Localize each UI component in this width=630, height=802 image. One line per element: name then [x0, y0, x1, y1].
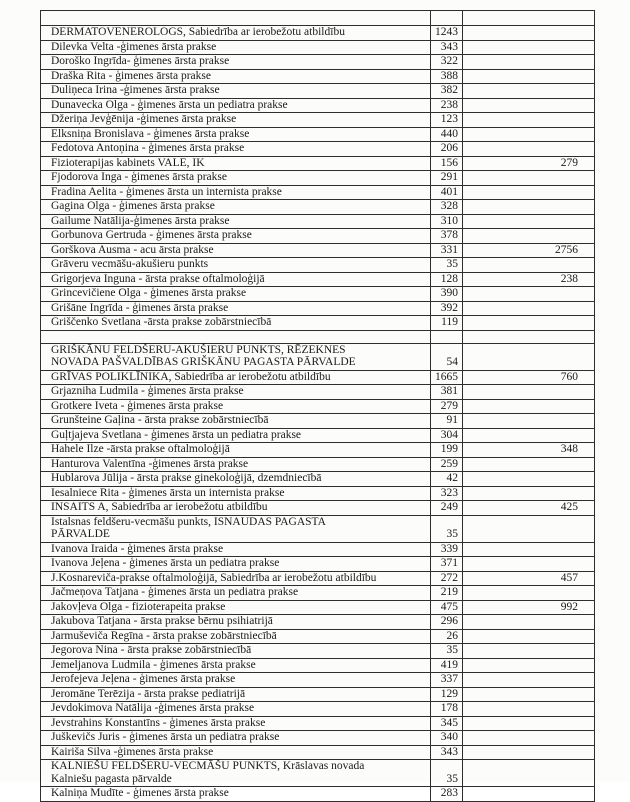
table-row	[41, 330, 595, 343]
secondary-count-cell	[463, 258, 595, 273]
count-cell: 339	[431, 542, 463, 557]
practice-name-cell: Elksniņa Bronislava - ģimenes ārsta prakse	[41, 127, 431, 142]
table-row	[41, 214, 595, 229]
practice-name-cell: Jeromāne Terēzija - ārsta prakse pediatrijā	[41, 687, 431, 702]
practice-name-cell: Dilevka Velta -ģimenes ārsta prakse	[41, 40, 431, 55]
table-row	[41, 629, 595, 644]
secondary-count-cell	[463, 84, 595, 99]
table-row	[41, 343, 595, 370]
secondary-count-cell	[463, 414, 595, 429]
table-row	[41, 702, 595, 717]
table-row	[41, 501, 595, 516]
secondary-count-cell	[463, 287, 595, 302]
count-cell: 206	[431, 142, 463, 157]
secondary-count-cell: 2756	[463, 243, 595, 258]
count-cell: 371	[431, 557, 463, 572]
count-cell: 337	[431, 673, 463, 688]
practice-name-cell: Kairiša Silva -ģimenes ārsta prakse	[41, 745, 431, 760]
practice-name-cell: KALNIEŠU FELDŠERU-VECMĀŠU PUNKTS, Krāslavas novada Kalniešu pagasta pārvalde	[41, 760, 431, 787]
table-row	[41, 586, 595, 601]
secondary-count-cell	[463, 399, 595, 414]
secondary-count-cell	[463, 113, 595, 128]
table-row	[41, 243, 595, 258]
secondary-count-cell	[463, 301, 595, 316]
count-cell: 35	[431, 258, 463, 273]
count-cell: 54	[431, 343, 463, 370]
table-row	[41, 229, 595, 244]
practice-name-cell: Iesalniece Rita - ģimenes ārsta un internista prakse	[41, 486, 431, 501]
count-cell	[431, 330, 463, 343]
secondary-count-cell	[463, 11, 595, 26]
practice-name-cell: Jemeljanova Ludmila - ģimenes ārsta prakse	[41, 658, 431, 673]
count-cell: 35	[431, 760, 463, 787]
table-row	[41, 84, 595, 99]
table-row	[41, 644, 595, 659]
secondary-count-cell	[463, 629, 595, 644]
secondary-count-cell	[463, 515, 595, 542]
practice-name-cell: Grunšteine Gaļina - ārsta prakse zobārstniecībā	[41, 414, 431, 429]
table-row	[41, 428, 595, 443]
count-cell: 323	[431, 486, 463, 501]
practice-name-cell: Grigorjeva Inguna - ārsta prakse oftalmoloģijā	[41, 272, 431, 287]
practice-name-cell: Džeriņa Jevģēnija -ģimenes ārsta prakse	[41, 113, 431, 128]
practice-name-cell: Jačmeņova Tatjana - ģimenes ārsta un pediatra prakse	[41, 586, 431, 601]
practice-name-cell: Grāveru vecmāšu-akušieru punkts	[41, 258, 431, 273]
count-cell: 331	[431, 243, 463, 258]
medical-practices-table	[40, 10, 595, 802]
count-cell: 378	[431, 229, 463, 244]
table-row	[41, 457, 595, 472]
secondary-count-cell	[463, 171, 595, 186]
secondary-count-cell	[463, 40, 595, 55]
secondary-count-cell	[463, 55, 595, 70]
table-row	[41, 200, 595, 215]
practice-name-cell	[41, 11, 431, 26]
table-row	[41, 185, 595, 200]
count-cell: 322	[431, 55, 463, 70]
practice-name-cell: Doroško Ingrīda- ģimenes ārsta prakse	[41, 55, 431, 70]
practice-name-cell: Ivanova Iraida - ģimenes ārsta prakse	[41, 542, 431, 557]
practice-name-cell: Jarmuševiča Regīna - ārsta prakse zobārstniecībā	[41, 629, 431, 644]
secondary-count-cell: 279	[463, 156, 595, 171]
secondary-count-cell	[463, 702, 595, 717]
secondary-count-cell	[463, 200, 595, 215]
count-cell: 475	[431, 600, 463, 615]
practice-name-cell: Gorškova Ausma - acu ārsta prakse	[41, 243, 431, 258]
secondary-count-cell	[463, 542, 595, 557]
secondary-count-cell	[463, 316, 595, 331]
table-row	[41, 258, 595, 273]
count-cell: 1243	[431, 26, 463, 41]
table-row	[41, 515, 595, 542]
count-cell: 381	[431, 385, 463, 400]
count-cell: 123	[431, 113, 463, 128]
count-cell: 392	[431, 301, 463, 316]
practice-name-cell: Jakubova Tatjana - ārsta prakse bērnu psihiatrijā	[41, 615, 431, 630]
table-row	[41, 113, 595, 128]
count-cell: 35	[431, 515, 463, 542]
count-cell: 382	[431, 84, 463, 99]
secondary-count-cell	[463, 343, 595, 370]
count-cell: 345	[431, 716, 463, 731]
practice-name-cell: Fizioterapijas kabinets VALE, IK	[41, 156, 431, 171]
practice-name-cell: Istalsnas feldšeru-vecmāšu punkts, ISNAUDAS PAGASTA PĀRVALDE	[41, 515, 431, 542]
count-cell: 343	[431, 745, 463, 760]
secondary-count-cell: 238	[463, 272, 595, 287]
practice-name-cell: Draška Rita - ģimenes ārsta prakse	[41, 69, 431, 84]
table-row	[41, 40, 595, 55]
secondary-count-cell: 992	[463, 600, 595, 615]
count-cell: 272	[431, 571, 463, 586]
practice-name-cell: Fedotova Antoņina - ģimenes ārsta prakse	[41, 142, 431, 157]
secondary-count-cell	[463, 142, 595, 157]
secondary-count-cell	[463, 214, 595, 229]
secondary-count-cell: 425	[463, 501, 595, 516]
count-cell: 178	[431, 702, 463, 717]
table-row	[41, 11, 595, 26]
table-row	[41, 571, 595, 586]
table-row	[41, 557, 595, 572]
practice-name-cell: Juškevičs Juris - ģimenes ārsta un pediatra prakse	[41, 731, 431, 746]
secondary-count-cell	[463, 687, 595, 702]
count-cell: 388	[431, 69, 463, 84]
practice-name-cell: Kalniņa Mudīte - ģimenes ārsta prakse	[41, 787, 431, 802]
secondary-count-cell	[463, 716, 595, 731]
table-row	[41, 127, 595, 142]
count-cell: 328	[431, 200, 463, 215]
practice-name-cell: Duliņeca Irina -ģimenes ārsta prakse	[41, 84, 431, 99]
secondary-count-cell	[463, 26, 595, 41]
count-cell: 291	[431, 171, 463, 186]
count-cell: 238	[431, 98, 463, 113]
practice-name-cell: Fradina Aelita - ģimenes ārsta un internista prakse	[41, 185, 431, 200]
practice-name-cell: INSAITS A, Sabiedrība ar ierobežotu atbildību	[41, 501, 431, 516]
table-body	[41, 11, 595, 802]
table-row	[41, 542, 595, 557]
table-row	[41, 787, 595, 802]
table-row	[41, 385, 595, 400]
secondary-count-cell	[463, 731, 595, 746]
practice-name-cell: Gorbunova Gertruda - ģimenes ārsta prakse	[41, 229, 431, 244]
practice-name-cell: Jerofejeva Jeļena - ģimenes ārsta prakse	[41, 673, 431, 688]
practice-name-cell: DERMATOVENEROLOGS, Sabiedrība ar ierobežotu atbildību	[41, 26, 431, 41]
secondary-count-cell	[463, 586, 595, 601]
count-cell: 419	[431, 658, 463, 673]
count-cell: 296	[431, 615, 463, 630]
practice-name-cell: Gagina Olga - ģimenes ārsta prakse	[41, 200, 431, 215]
count-cell: 199	[431, 443, 463, 458]
table-row	[41, 486, 595, 501]
count-cell: 343	[431, 40, 463, 55]
count-cell: 129	[431, 687, 463, 702]
secondary-count-cell: 760	[463, 370, 595, 385]
practice-name-cell: GRIŠKĀNU FELDŠERU-AKUŠIERU PUNKTS, RĒZEKNES NOVADA PAŠVALDĪBAS GRIŠKĀNU PAGASTA PĀRVALDE	[41, 343, 431, 370]
secondary-count-cell	[463, 127, 595, 142]
table-row	[41, 414, 595, 429]
practice-name-cell: Grišāne Ingrīda - ģimenes ārsta prakse	[41, 301, 431, 316]
table-row	[41, 673, 595, 688]
count-cell: 283	[431, 787, 463, 802]
table-row	[41, 142, 595, 157]
practice-name-cell: Hublarova Jūlija - ārsta prakse ginekoloģijā, dzemdniecībā	[41, 472, 431, 487]
count-cell: 390	[431, 287, 463, 302]
table-row	[41, 615, 595, 630]
table-row	[41, 301, 595, 316]
practice-name-cell: Hanturova Valentīna -ģimenes ārsta prakse	[41, 457, 431, 472]
secondary-count-cell	[463, 472, 595, 487]
table-row	[41, 716, 595, 731]
practice-name-cell: Griščenko Svetlana -ārsta prakse zobārstniecībā	[41, 316, 431, 331]
table-row	[41, 443, 595, 458]
table-row	[41, 272, 595, 287]
practice-name-cell: GRĪVAS POLIKLĪNIKA, Sabiedrība ar ierobežotu atbildību	[41, 370, 431, 385]
table-row	[41, 171, 595, 186]
table-row	[41, 745, 595, 760]
practice-name-cell: Jevdokimova Natālija -ģimenes ārsta prakse	[41, 702, 431, 717]
practice-name-cell: J.Kosnareviča-prakse oftalmoloģijā, Sabiedrība ar ierobežotu atbildību	[41, 571, 431, 586]
table-row	[41, 760, 595, 787]
practice-name-cell: Gailume Natālija-ģimenes ārsta prakse	[41, 214, 431, 229]
count-cell: 219	[431, 586, 463, 601]
practice-name-cell	[41, 330, 431, 343]
practice-name-cell: Grotkere Iveta - ģimenes ārsta prakse	[41, 399, 431, 414]
count-cell: 340	[431, 731, 463, 746]
practice-name-cell: Ivanova Jeļena - ģimenes ārsta un pediatra prakse	[41, 557, 431, 572]
secondary-count-cell: 457	[463, 571, 595, 586]
secondary-count-cell	[463, 185, 595, 200]
secondary-count-cell	[463, 229, 595, 244]
count-cell: 310	[431, 214, 463, 229]
count-cell: 259	[431, 457, 463, 472]
count-cell: 401	[431, 185, 463, 200]
table-row	[41, 316, 595, 331]
secondary-count-cell	[463, 457, 595, 472]
table-row	[41, 687, 595, 702]
count-cell: 156	[431, 156, 463, 171]
table-row	[41, 26, 595, 41]
count-cell: 249	[431, 501, 463, 516]
table-row	[41, 399, 595, 414]
secondary-count-cell	[463, 760, 595, 787]
count-cell: 279	[431, 399, 463, 414]
table-row	[41, 658, 595, 673]
secondary-count-cell: 348	[463, 443, 595, 458]
secondary-count-cell	[463, 385, 595, 400]
practice-name-cell: Jakovļeva Olga - fizioterapeita prakse	[41, 600, 431, 615]
count-cell: 119	[431, 316, 463, 331]
table-row	[41, 69, 595, 84]
secondary-count-cell	[463, 428, 595, 443]
secondary-count-cell	[463, 745, 595, 760]
practice-name-cell: Hahele Ilze -ārsta prakse oftalmoloģijā	[41, 443, 431, 458]
table-row	[41, 370, 595, 385]
practice-name-cell: Jegorova Nina - ārsta prakse zobārstniecībā	[41, 644, 431, 659]
secondary-count-cell	[463, 615, 595, 630]
count-cell	[431, 11, 463, 26]
table-row	[41, 472, 595, 487]
table-row	[41, 287, 595, 302]
count-cell: 26	[431, 629, 463, 644]
secondary-count-cell	[463, 557, 595, 572]
count-cell: 440	[431, 127, 463, 142]
count-cell: 1665	[431, 370, 463, 385]
practice-name-cell: Guļtjajeva Svetlana - ģimenes ārsta un pediatra prakse	[41, 428, 431, 443]
practice-name-cell: Jevstrahins Konstantīns - ģimenes ārsta prakse	[41, 716, 431, 731]
count-cell: 128	[431, 272, 463, 287]
secondary-count-cell	[463, 486, 595, 501]
count-cell: 91	[431, 414, 463, 429]
secondary-count-cell	[463, 673, 595, 688]
table-row	[41, 156, 595, 171]
count-cell: 304	[431, 428, 463, 443]
secondary-count-cell	[463, 330, 595, 343]
count-cell: 35	[431, 644, 463, 659]
table-row	[41, 55, 595, 70]
secondary-count-cell	[463, 658, 595, 673]
secondary-count-cell	[463, 644, 595, 659]
table-row	[41, 98, 595, 113]
count-cell: 42	[431, 472, 463, 487]
table-row	[41, 600, 595, 615]
practice-name-cell: Grincevičiene Olga - ģimenes ārsta prakse	[41, 287, 431, 302]
secondary-count-cell	[463, 98, 595, 113]
secondary-count-cell	[463, 787, 595, 802]
secondary-count-cell	[463, 69, 595, 84]
practice-name-cell: Fjodorova Inga - ģimenes ārsta prakse	[41, 171, 431, 186]
practice-name-cell: Dunavecka Olga - ģimenes ārsta un pediatra prakse	[41, 98, 431, 113]
practice-name-cell: Grjazniha Ludmila - ģimenes ārsta prakse	[41, 385, 431, 400]
table-row	[41, 731, 595, 746]
